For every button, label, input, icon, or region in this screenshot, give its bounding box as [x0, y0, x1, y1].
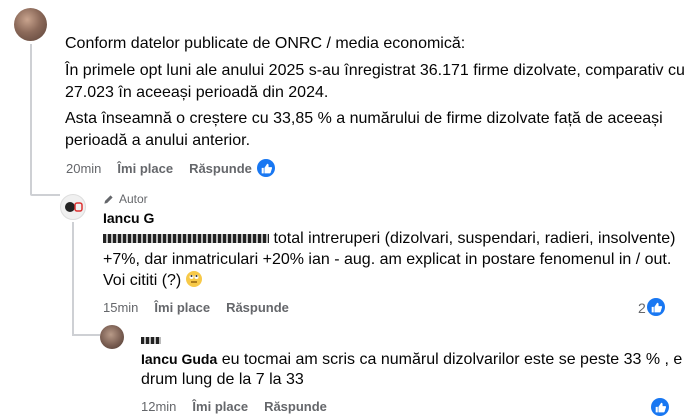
redacted-text — [103, 234, 269, 243]
pencil-icon — [103, 194, 114, 205]
comment-line: total intreruperi (dizolvari, suspendari, radieri, insolvente) — [273, 230, 676, 247]
like-reaction-icon[interactable] — [651, 398, 669, 416]
like-button[interactable]: Îmi place — [192, 399, 249, 414]
comment-line: eu tocmai am scris ca numărul dizolvarilor este se peste 33 % , e — [221, 351, 683, 368]
comment-line: Voi cititi (?) — [103, 272, 182, 289]
thread-line — [30, 194, 60, 196]
reaction-count[interactable]: 2 — [638, 300, 646, 316]
comment-text: drum lung de la 7 la 33 — [141, 371, 304, 388]
comment-text: Conform datelor publicate de ONRC / media economică: — [65, 35, 466, 52]
avatar[interactable] — [60, 194, 86, 220]
redacted-text — [141, 337, 161, 344]
commenter-name[interactable]: Iancu G — [103, 210, 155, 226]
reply-button[interactable]: Răspunde — [189, 161, 252, 176]
like-button[interactable]: Îmi place — [117, 161, 174, 176]
author-badge-label: Autor — [119, 192, 148, 206]
comment-actions — [66, 161, 252, 176]
reply-button[interactable]: Răspunde — [226, 300, 289, 315]
avatar[interactable] — [14, 8, 47, 41]
like-button[interactable]: Îmi place — [154, 300, 211, 315]
thread-line — [30, 44, 32, 194]
timestamp[interactable]: 12min — [141, 399, 177, 414]
comment-actions — [141, 399, 327, 414]
comment-text: Asta înseamnă o creștere cu 33,85 % a numărului de firme dizolvate față de aceeași — [65, 110, 663, 127]
comment-text — [103, 270, 202, 292]
thread-line — [72, 222, 74, 336]
like-reaction-icon[interactable] — [257, 159, 275, 177]
rolling-eyes-emoji-icon — [186, 271, 202, 287]
reply-button[interactable]: Răspunde — [264, 399, 327, 414]
like-reaction-icon[interactable] — [647, 298, 665, 316]
comment-text: În primele opt luni ale anului 2025 s-au înregistrat 36.171 firme dizolvate, comparativ cu — [65, 62, 685, 79]
thread-line — [72, 334, 100, 336]
comment-actions — [103, 300, 289, 315]
comment-text: 27.023 în aceeași perioadă din 2024. — [65, 84, 329, 101]
author-badge — [103, 192, 148, 206]
timestamp[interactable]: 15min — [103, 300, 139, 315]
timestamp[interactable]: 20min — [66, 161, 102, 176]
commenter-name[interactable]: Iancu Guda — [141, 351, 218, 367]
comment-text — [141, 348, 682, 371]
comment-text: +7%, dar inmatriculari +20% ian - aug. am explicat in postare fenomenul in / out. — [103, 251, 672, 268]
comment-text — [103, 228, 675, 250]
comment-text: perioadă a anului anterior. — [65, 132, 251, 149]
avatar[interactable] — [100, 325, 124, 349]
